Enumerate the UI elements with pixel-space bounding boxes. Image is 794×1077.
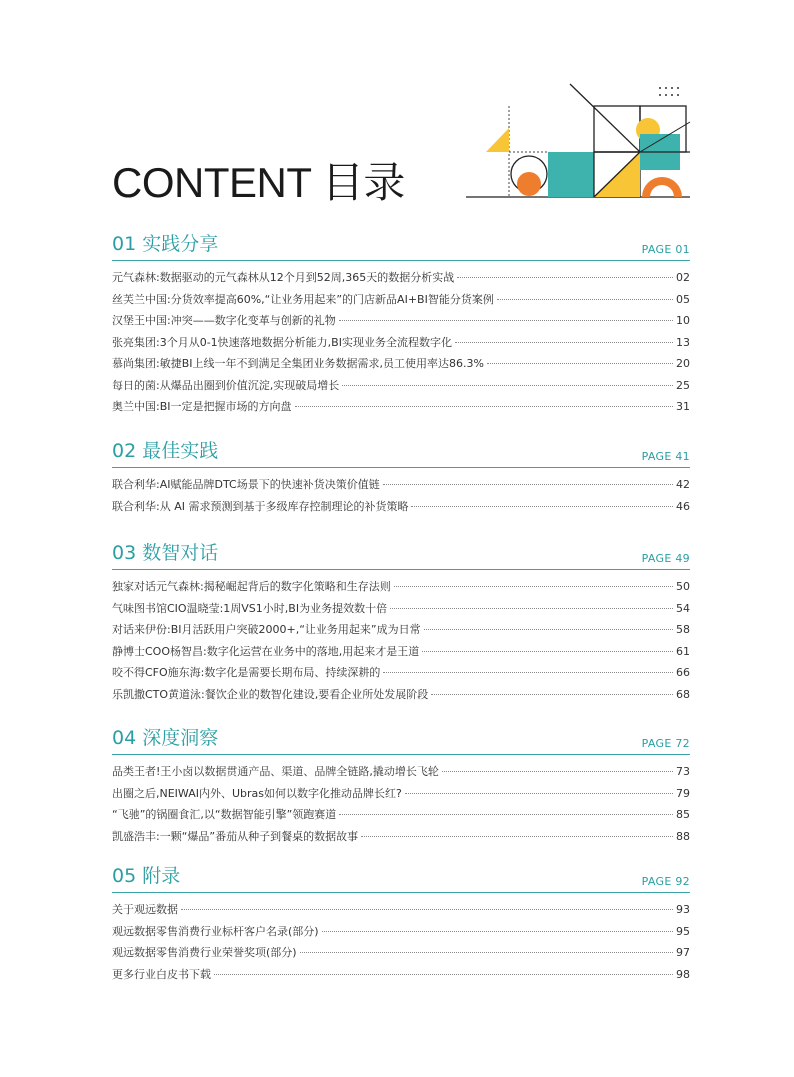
geometric-blocks-icon (462, 82, 694, 200)
section-page-number: PAGE 41 (641, 450, 690, 463)
toc-entry-page: 95 (676, 924, 690, 938)
section-title: 03 数智对话 (112, 542, 219, 564)
section-title: 04 深度洞察 (112, 727, 219, 749)
toc-entry-title: 慕尚集团:敏捷BI上线一年不到满足全集团业务数据需求,员工使用率达86.3% (112, 357, 484, 370)
toc-entry-page: 88 (676, 829, 690, 843)
toc-entry[interactable] (112, 806, 690, 828)
dot-leader (339, 320, 673, 321)
toc-entry[interactable] (112, 498, 690, 520)
toc-entry-title: 对话来伊份:BI月活跃用户突破2000+,“让业务用起来”成为日常 (112, 623, 421, 636)
toc-section (112, 724, 690, 849)
toc-entry[interactable] (112, 291, 690, 313)
dot-leader (322, 931, 673, 932)
dot-leader (181, 909, 673, 910)
page-title: CONTENT 目录 (112, 159, 405, 206)
section-header (112, 230, 690, 261)
toc-entry[interactable] (112, 355, 690, 377)
toc-entry[interactable] (112, 966, 690, 988)
dot-leader (455, 342, 673, 343)
section-title: 01 实践分享 (112, 233, 219, 255)
toc-entry[interactable] (112, 828, 690, 850)
toc-entry-page: 42 (676, 478, 690, 491)
toc-entry-title: 联合利华:AI赋能品牌DTC场景下的快速补货决策价值链 (112, 478, 380, 491)
toc-section (112, 539, 690, 707)
toc-entry-title: 气味图书馆CIO温晓莹:1周VS1小时,BI为业务提效数十倍 (112, 601, 388, 615)
toc-entry-title: 出圈之后,NEIWAI内外、Ubras如何以数字化推动品牌长红? (112, 786, 402, 800)
toc-entry-page: 61 (676, 644, 690, 658)
toc-entry-title: 凯盛浩丰:一颗“爆品”番茄从种子到餐桌的数据故事 (112, 829, 359, 843)
toc-entry[interactable] (112, 944, 690, 966)
section-title: 02 最佳实践 (112, 440, 219, 462)
toc-entry-title: 品类王者!王小卤以数据贯通产品、渠道、品牌全链路,撬动增长飞轮 (112, 765, 439, 778)
dot-leader (457, 277, 673, 278)
toc-entry-title: 联合利华:从 AI 需求预测到基于多级库存控制理论的补货策略 (112, 499, 409, 513)
toc-entry-title: 观远数据零售消费行业标杆客户名录(部分) (112, 924, 319, 938)
toc-entry[interactable] (112, 269, 690, 291)
dot-leader (342, 385, 673, 386)
dot-leader (497, 299, 673, 300)
dot-leader (442, 771, 673, 772)
toc-entry-page: 66 (676, 666, 690, 679)
toc-entry[interactable] (112, 664, 690, 686)
toc-entry-page: 85 (676, 808, 690, 821)
dot-leader (411, 506, 673, 507)
toc-entry-page: 98 (676, 967, 690, 981)
dot-leader (405, 793, 673, 794)
dot-leader (300, 952, 673, 953)
toc-entry[interactable] (112, 334, 690, 356)
dot-leader (383, 672, 673, 673)
toc-entry[interactable] (112, 643, 690, 665)
toc-entry-title: 元气森林:数据驱动的元气森林从12个月到52周,365天的数据分析实战 (112, 271, 455, 284)
dot-leader (361, 836, 673, 837)
toc-entry[interactable] (112, 377, 690, 399)
toc-entry-title: 奥兰中国:BI一定是把握市场的方向盘 (112, 400, 292, 413)
toc-entry[interactable] (112, 312, 690, 334)
section-title: 05 附录 (112, 865, 181, 887)
toc-entry-page: 58 (676, 623, 690, 636)
toc-entry-page: 73 (676, 765, 690, 778)
toc-entry-page: 97 (676, 946, 690, 959)
section-page-number: PAGE 01 (641, 243, 690, 256)
toc-entry-page: 31 (676, 400, 690, 413)
toc-entry-page: 10 (676, 314, 690, 327)
toc-entry-page: 13 (676, 335, 690, 349)
toc-entry[interactable] (112, 578, 690, 600)
section-header (112, 724, 690, 755)
toc-entry[interactable] (112, 901, 690, 923)
toc-entry[interactable] (112, 763, 690, 785)
toc-entry-title: 关于观远数据 (112, 903, 178, 916)
toc-entry-page: 68 (676, 687, 690, 701)
toc-list (112, 901, 690, 987)
toc-entry-title: 乐凯撒CTO黄道泳:餐饮企业的数智化建设,要看企业所处发展阶段 (112, 687, 429, 701)
toc-list (112, 476, 690, 519)
toc-section (112, 230, 690, 420)
section-header (112, 437, 690, 468)
toc-entry-title: 更多行业白皮书下载 (112, 967, 211, 981)
toc-entry-page: 50 (676, 580, 690, 593)
toc-section (112, 862, 690, 987)
toc-entry-page: 05 (676, 292, 690, 306)
section-page-number: PAGE 49 (641, 552, 690, 565)
toc-entry[interactable] (112, 600, 690, 622)
toc-entry[interactable] (112, 476, 690, 498)
toc-entry-title: 观远数据零售消费行业荣誉奖项(部分) (112, 946, 297, 959)
toc-entry-title: 丝芙兰中国:分货效率提高60%,“让业务用起来”的门店新品AI+BI智能分货案例 (112, 292, 494, 306)
dot-leader (487, 363, 673, 364)
toc-entry-page: 02 (676, 271, 690, 284)
toc-entry[interactable] (112, 621, 690, 643)
dot-leader (383, 484, 673, 485)
toc-entry-page: 54 (676, 601, 690, 615)
toc-list (112, 578, 690, 707)
toc-entry-title: 张亮集团:3个月从0-1快速落地数据分析能力,BI实现业务全流程数字化 (112, 335, 452, 349)
toc-entry-page: 79 (676, 786, 690, 800)
section-page-number: PAGE 92 (641, 875, 690, 888)
toc-list (112, 269, 690, 420)
toc-entry[interactable] (112, 785, 690, 807)
toc-entry-page: 25 (676, 378, 690, 392)
dot-leader (339, 814, 673, 815)
section-page-number: PAGE 72 (641, 737, 690, 750)
toc-entry-title: “飞驰”的锅圈食汇,以“数据智能引擎”领跑赛道 (112, 808, 337, 821)
toc-section (112, 437, 690, 519)
toc-entry-title: 独家对话元气森林:揭秘崛起背后的数字化策略和生存法则 (112, 580, 391, 593)
dot-leader (431, 694, 673, 695)
toc-entry[interactable] (112, 923, 690, 945)
dot-leader (422, 651, 673, 652)
dot-leader (390, 608, 673, 609)
toc-list (112, 763, 690, 849)
toc-entry-page: 20 (676, 357, 690, 370)
section-header (112, 862, 690, 893)
toc-entry-page: 93 (676, 903, 690, 916)
toc-entry-page: 46 (676, 499, 690, 513)
toc-entry-title: 汉堡王中国:冲突——数字化变革与创新的礼物 (112, 314, 336, 327)
toc-entry-title: 咬不得CFO施东海:数字化是需要长期布局、持续深耕的 (112, 666, 381, 679)
toc-entry[interactable] (112, 398, 690, 420)
dot-leader (424, 629, 673, 630)
toc-entry-title: 每日的菌:从爆品出圈到价值沉淀,实现破局增长 (112, 378, 340, 392)
dot-leader (295, 406, 674, 407)
dot-leader (214, 974, 673, 975)
dot-leader (394, 586, 673, 587)
toc-entry[interactable] (112, 686, 690, 708)
section-header (112, 539, 690, 570)
toc-entry-title: 静博士COO杨智昌:数字化运营在业务中的落地,用起来才是王道 (112, 644, 420, 658)
